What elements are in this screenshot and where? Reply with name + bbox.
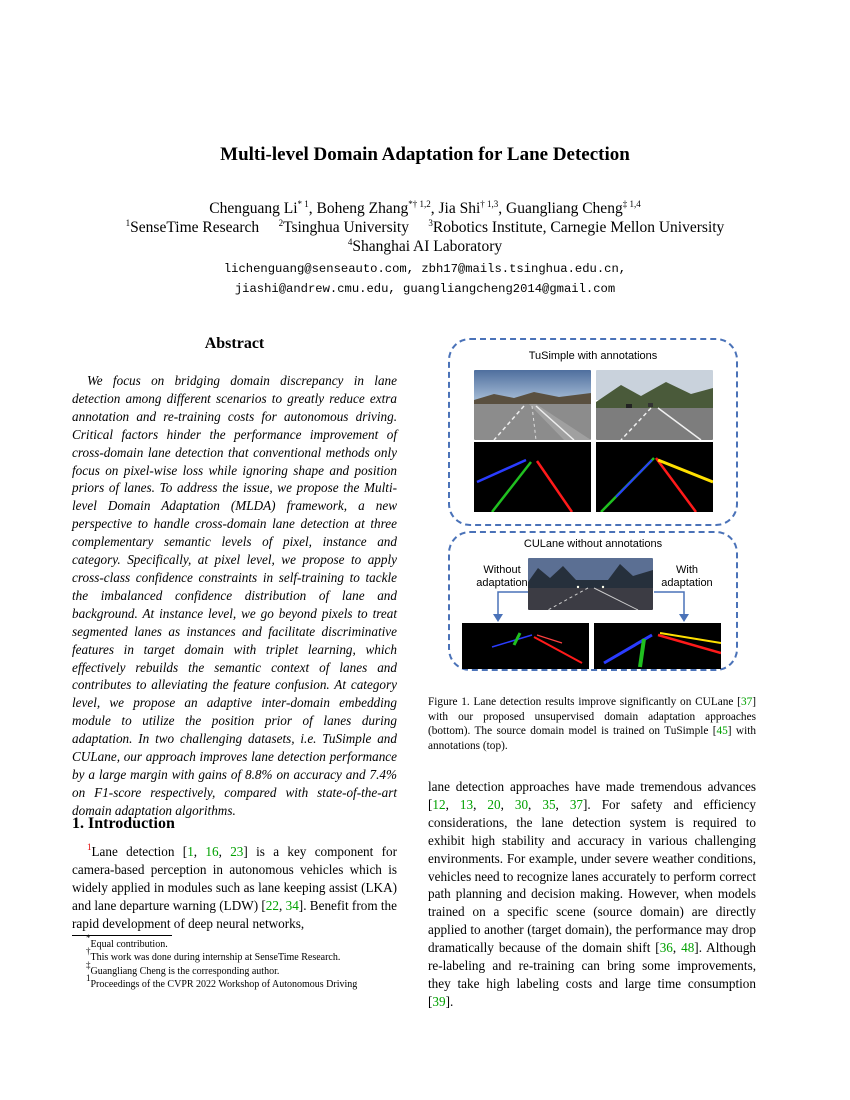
citation-link[interactable]: 45 [716, 725, 728, 738]
arrow-right [648, 588, 696, 624]
citation-link[interactable]: 35 [542, 796, 556, 812]
footnotes [72, 933, 402, 992]
affiliation: Robotics Institute, Carnegie Mellon University [432, 219, 725, 236]
text-run: Lane detection [ [91, 844, 188, 859]
label-line: With [676, 564, 698, 576]
author-name: Boheng Zhang [316, 200, 409, 217]
citation-link[interactable]: 16 [205, 844, 219, 859]
affiliation: Shanghai AI Laboratory [352, 238, 503, 255]
text-run: ]. Benefit from the rapid development of deep neural networks, [72, 897, 397, 931]
text-run: ] with our proposed unsupervised domain adaptation approaches (bottom). The source domain model is trained on TuSimple [ [428, 696, 756, 738]
affiliation: Tsinghua University [283, 219, 409, 236]
footnote-symbol: ‡ [86, 959, 91, 970]
tusimple-lanes-1 [474, 442, 591, 512]
section-heading: 1. Introduction [72, 815, 175, 832]
email-line[interactable]: jiashi@andrew.cmu.edu, guangliangcheng2014@gmail.com [234, 282, 616, 296]
tusimple-label: TuSimple with annotations [528, 350, 658, 362]
author-name: Jia Shi [438, 200, 481, 217]
text-run: ] is a key component for camera-based perception in autonomous vehicles which is widely applied in modules such as lane keeping assist (LKA) and lane departure warning (LDW) [ [72, 844, 397, 913]
author-marks: * 1 [297, 199, 309, 209]
right-column-text [428, 778, 756, 1011]
figure-caption [428, 695, 756, 753]
tusimple-photo-1 [474, 370, 591, 440]
footnote [72, 946, 402, 964]
footnote [72, 959, 402, 978]
text-run: lane detection approaches have made tremendous advances [ [428, 779, 756, 812]
footnote-symbol: 1 [86, 973, 91, 984]
label-line: adaptation [476, 577, 528, 589]
intro-paragraph: $^1$Lane detection [1, 16, 23] is a key component for camera-based perception in autonomous vehicles which is widely applied in modules such as lane keeping assist (LKA) and lane departure warning (LDW) [22, 34]. Benefit from the rapid development of deep neural networks, [72, 842, 397, 931]
culane-lanes-with [594, 623, 721, 669]
text-run: Figure 1. Lane detection results improve significantly on CULane [ [428, 696, 741, 708]
tusimple-lanes-2 [596, 442, 713, 512]
citation-link[interactable]: 34 [285, 897, 299, 913]
without-adaptation-label [472, 564, 532, 590]
footnote-text: This work was done during internship at SenseTime Research. [90, 952, 341, 964]
footnote-symbol: † [86, 946, 91, 957]
author-line: Chenguang Li$^{* 1}$, Boheng Zhang$^{*\dagger 1,2}$, Jia Shi$^{\dagger 1,3}$, Guangliang Cheng$^{\ddagger 1,4}$ [209, 199, 641, 217]
footnote-text: Equal contribution. [90, 939, 168, 950]
arrow-left [488, 588, 536, 624]
abstract-text [72, 372, 397, 820]
citation-link[interactable]: 36 [659, 940, 673, 956]
tusimple-photo-2 [596, 370, 713, 440]
label-line: Without [483, 564, 521, 576]
citation-link[interactable]: 22 [265, 897, 279, 913]
culane-label: CULane without annotations [523, 538, 663, 550]
text-run: ]. For safety and efficiency considerations, the lane detection system is required to exhibit high stability and accuracy in various challenging environments. For example, under severe weather conditions, vehicles need to recognize lanes accurately to perform correct path planning and decision making. However, when models trained on a specific scene (source domain) are directly applied to another (target domain), the performance may drop dramatically because of the domain shift [ [428, 796, 757, 956]
author-name: Guangliang Cheng [506, 200, 623, 217]
affiliation-mark: 2 [278, 218, 284, 228]
paper-title: Multi-level Domain Adaptation for Lane Detection [220, 144, 630, 165]
figure-1 [448, 338, 740, 673]
affiliation-mark: 3 [428, 218, 433, 228]
citation-link[interactable]: 12 [432, 796, 446, 812]
email-line[interactable]: lichenguang@senseauto.com, zbh17@mails.tsinghua.edu.cn, [223, 262, 627, 276]
author-name: Chenguang Li [209, 200, 298, 217]
citation-link[interactable]: 37 [740, 696, 753, 708]
citation-link[interactable]: 13 [459, 796, 474, 812]
affiliation-mark: 1 [125, 218, 131, 228]
author-marks: *† 1,2 [408, 199, 431, 209]
citation-link[interactable]: 23 [230, 844, 244, 859]
author-marks: † 1,3 [480, 199, 499, 209]
footnote-text: Guangliang Cheng is the corresponding author. [90, 965, 280, 977]
footnote-symbol: * [86, 933, 91, 943]
affiliation-mark: 4 [347, 237, 353, 247]
text-run: ]. [445, 993, 454, 1009]
culane-photo [528, 558, 653, 610]
culane-lanes-without [462, 623, 589, 669]
footnote [72, 933, 402, 951]
citation-link[interactable]: 30 [514, 796, 529, 812]
affiliation-line [0, 238, 850, 256]
affiliation-line [0, 219, 850, 237]
affiliation: SenseTime Research [130, 219, 260, 236]
citation-link[interactable]: 39 [432, 993, 446, 1009]
footnote-mark[interactable]: 1 [87, 842, 92, 852]
intro-text [72, 843, 397, 933]
footnote-text: Proceedings of the CVPR 2022 Workshop of Autonomous Driving [90, 979, 358, 991]
abstract-heading: Abstract [204, 335, 265, 352]
citation-link[interactable]: 1 [187, 844, 194, 859]
text-run: ] with annotations (top). [428, 725, 757, 752]
label-line: adaptation [661, 577, 713, 589]
body-paragraph: lane detection approaches have made tremendous advances [12, 13, 20, 30, 35, 37]. For safety and efficiency considerations, the lane detection system is required to exhibit high stability and accuracy in various challenging environments. For example, under severe weather conditions, vehicles need to recognize lanes accurately to perform correct path planning and decision making. However, when models trained on a specific scene (source domain) are directly applied to another (target domain), the performance may drop dramatically because of the domain shift [36, 48]. Although re-labeling and re-training can bring some improvements, they take high labeling costs and large time consumption [39]. [428, 779, 757, 1009]
author-marks: ‡ 1,4 [622, 199, 641, 209]
footnote [72, 973, 402, 991]
citation-link[interactable]: 20 [487, 796, 501, 812]
abstract-paragraph: We focus on bridging domain discrepancy in lane detection among different scenarios to greatly reduce extra annotation and re-training costs for autonomous driving. Critical factors hinder the performance improvement of cross-domain lane detection that conventional methods only focus on pixel-wise loss while ignoring shape and position priors of lanes. To address the issue, we propose the Multi-level Domain Adaptation (MLDA) framework, a new perspective to handle cross-domain lane detection at three complementary semantic levels of pixel, instance and category. Specifically, at pixel level, we propose to apply cross-class confidence constraints in self-training to tackle the imbalanced confidence distribution of lane and background. At instance level, we go beyond pixels to treat segmented lanes as instances and facilitate discriminative features in target domain with triplet learning, which effectively rebuilds the semantic context of lanes and contributes to alleviating the feature confusion. At category level, we propose an adaptive inter-domain embedding module to utilize the position prior of lanes during adaptation. In two challenging datasets, i.e. TuSimple and CULane, our approach improves lane detection performance by a large margin with gains of 8.8% on accuracy and 7.4% on F1-score respectively, compared with state-of-the-art domain adaptation algorithms. [72, 373, 397, 818]
citation-link[interactable]: 48 [681, 940, 695, 956]
citation-link[interactable]: 37 [569, 796, 584, 812]
with-adaptation-label [652, 564, 722, 590]
text-run: ]. Although re-labeling and re-training can bring some improvements, they take high labeling costs and large time consumption [ [428, 940, 757, 1009]
